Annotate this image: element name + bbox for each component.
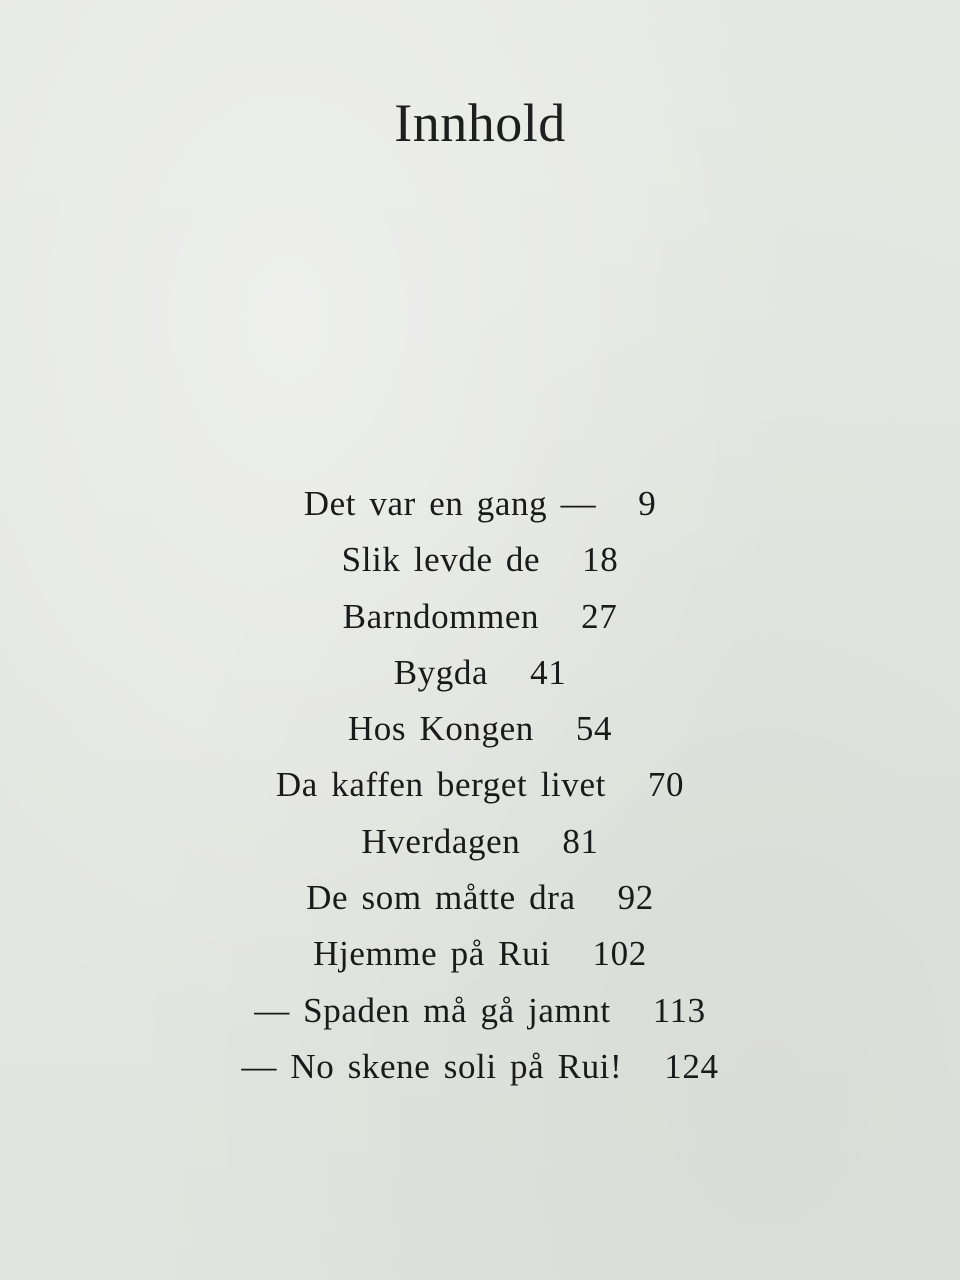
page-title: Innhold [394,93,566,153]
toc-entry-page: 54 [575,709,613,749]
table-of-contents [0,476,960,1095]
toc-entry-label: Hos Kongen [347,709,534,749]
toc-entry-page: 92 [617,878,654,918]
toc-entry [0,532,960,588]
toc-entry-label: Barndommen [342,596,540,636]
toc-entry [0,926,960,982]
toc-entry-label: Hjemme på Rui [313,934,551,974]
toc-entry-page: 124 [664,1046,719,1086]
toc-entry-label: Bygda [393,652,489,692]
toc-entry [0,645,960,701]
toc-entry-label: — Spaden må gå jamnt [254,990,611,1030]
toc-entry-page: 18 [582,540,619,580]
toc-entry [0,814,960,870]
toc-entry-page: 81 [562,821,599,861]
toc-entry [0,757,960,813]
toc-entry-label: Slik levde de [341,540,541,580]
toc-entry [0,589,960,645]
toc-entry [0,701,960,757]
toc-entry-label: Det var en gang — [303,484,597,523]
toc-entry [0,1039,960,1095]
toc-entry-label: Da kaffen berget livet [275,765,606,805]
toc-entry-label: De som måtte dra [306,878,576,918]
toc-entry-label: — No skene soli på Rui! [241,1046,623,1086]
toc-entry-page: 102 [592,934,647,974]
toc-entry [0,870,960,926]
toc-entry [0,476,960,532]
toc-entry-page: 41 [530,652,567,692]
toc-entry-page: 70 [647,765,685,805]
toc-entry [0,983,960,1039]
toc-entry-label: Hverdagen [361,821,521,861]
toc-entry-page: 113 [652,990,706,1030]
toc-entry-page: 27 [581,596,618,636]
toc-entry-page: 9 [638,484,657,523]
